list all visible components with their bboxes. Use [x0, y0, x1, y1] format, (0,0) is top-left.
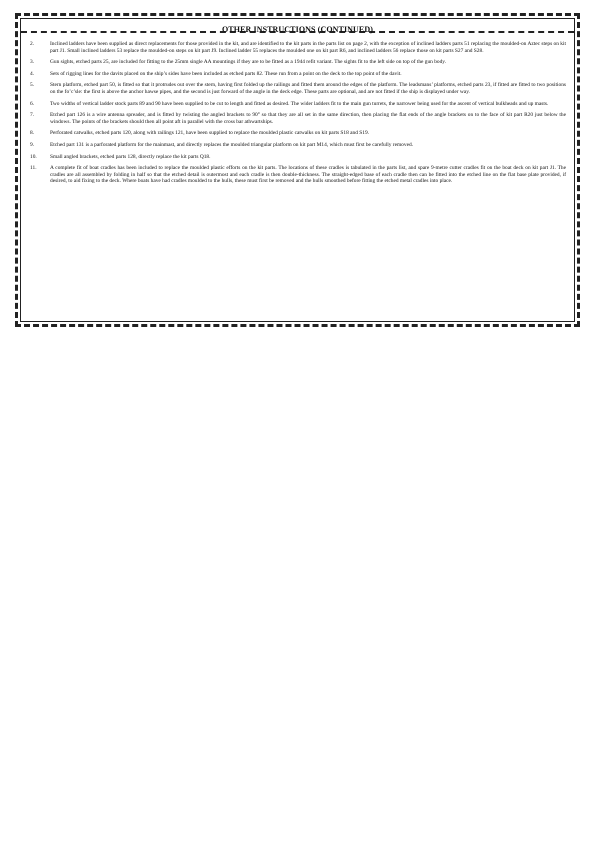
instruction-text: Gun sights, etched parts 25, are included for fitting to the 25mm single AA mountings if they are to be fitted as a 1944 refit variant. The sights fit to the left side on top of the gun body.: [50, 59, 446, 66]
instruction-number: 3.: [30, 59, 35, 66]
title-bar: [21, 19, 574, 33]
instruction-text: A complete fit of boat cradles has been included to replace the moulded plastic efforts on the kit parts. The locations of these cradles is tabulated in the parts list, and spare 9-metre cutter cradles fit on the boat deck on kit part J1. The cradles are all assembled by folding in half so that the etched detail is outermost and each cradle is then double-thickness. The straight-edged base of each cradle then can be fitted into the etched line on the flat base plate provided, if desired, to aid fixing to the deck. Where boats have had cradles moulded to the hulls, these must first be removed and the hulls smoothed before fitting the etched metal cradles into place.: [50, 165, 566, 185]
instruction-number: 6.: [30, 100, 35, 107]
instruction-item: [27, 165, 566, 185]
instructions-frame: [15, 13, 580, 327]
page-title: OTHER INSTRUCTIONS (CONTINUED): [221, 25, 374, 34]
instruction-item: [27, 59, 566, 66]
instruction-text: Etched part 126 is a wire antenna spreader, and is fitted by twisting the angled brackets to 90° so that they are all set in the same direction, then placing the flat ends of the angle brackets on to the face of kit part R20 just below the windows. The points of the brackets should then all point aft in parallel with the cross bar athwartships.: [50, 112, 566, 125]
instruction-item: [27, 154, 566, 161]
instruction-number: 8.: [30, 130, 35, 137]
instruction-text: Inclined ladders have been supplied as direct replacements for those provided in the kit, and are identified to the kit parts in the parts list on page 2, with the exception of inclined ladders parts 51 replacing the moulded-on Aztec steps on kit part J1. Small inclined ladders 53 replace the moulded-on steps on kit part J9. Inclined ladder 55 replaces the moulded one on kit part R6, and inclined ladders 56 replace those on kit parts S27 and S28.: [50, 41, 566, 54]
instruction-number: 9.: [30, 141, 35, 148]
instruction-item: [27, 130, 566, 137]
instruction-list: [27, 41, 566, 190]
instruction-text: Sets of rigging lines for the davits placed on the ship’s sides have been included as etched parts 82. These run from a point on the deck to the top point of the davit.: [50, 70, 402, 77]
instruction-number: 2.: [30, 41, 35, 47]
instruction-number: 4.: [30, 70, 35, 77]
instruction-item: [27, 41, 566, 54]
instruction-text: Perforated catwalks, etched parts 120, along with railings 121, have been supplied to replace the moulded plastic catwalks on kit parts S18 and S19.: [50, 130, 370, 137]
instructions-frame-inner: [20, 18, 575, 322]
instruction-text: Stern platform, etched part 50, is fitted so that it protrudes out over the stern, having first folded up the railings and fitted them around the edges of the platform. The leadsmans’ platforms, etched parts 23, if fitted are fitted to two positions on the fo’c’sle: the first is above the anchor hawse pipes, and the second is just forward of the angle in the deck edge. These parts are optional, and are not fitted if the ship is displayed under way.: [50, 82, 566, 95]
instruction-number: 11.: [30, 165, 37, 172]
instruction-text: Etched part 131 is a parforated platform for the mainmast, and directly replaces the moulded triangular platform on kit part M14, which must first be carefully removed.: [50, 141, 414, 148]
instruction-number: 7.: [30, 112, 35, 119]
instruction-item: [27, 101, 566, 108]
instruction-item: [27, 142, 566, 149]
instruction-item: [27, 71, 566, 78]
instruction-text: Small angled brackets, etched parts 128, directly replace the kit parts Q18.: [50, 153, 211, 160]
instruction-item: [27, 82, 566, 95]
instruction-item: [27, 112, 566, 125]
instruction-number: 10.: [30, 153, 37, 160]
instruction-number: 5.: [30, 82, 35, 89]
instruction-text: Two widths of vertical ladder stock parts 89 and 90 have been supplied to be cut to length and fitted as desired. The wider ladders fit to the main gun turrets, the narrower being used for the ascent of vertical bulkheads and up masts.: [50, 100, 549, 107]
